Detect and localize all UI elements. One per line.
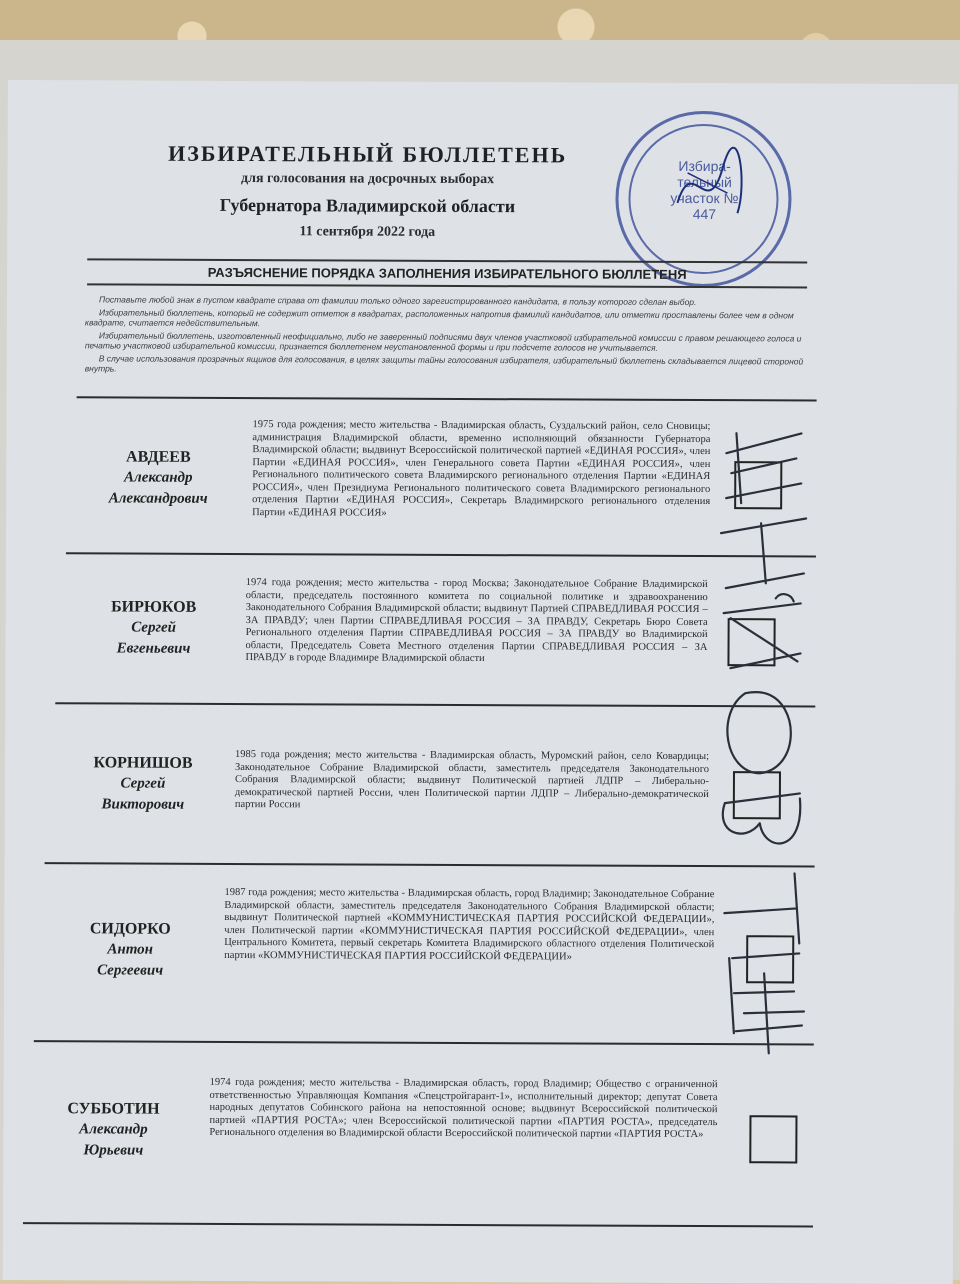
row-divider — [66, 552, 816, 557]
candidate-surname: СИДОРКО — [89, 920, 171, 938]
candidate-surname: АВДЕЕВ — [125, 448, 191, 466]
candidate-surname: СУББОТИН — [67, 1100, 160, 1118]
candidate-first-name: Сергей — [131, 619, 177, 636]
instructions-text — [85, 294, 807, 379]
candidate-first-name: Антон — [107, 941, 154, 958]
candidate-name — [63, 752, 223, 816]
candidate-name — [73, 596, 233, 660]
instruction-paragraph: Избирательный бюллетень, изготовленный неофициально, либо не заверенный подписями двух членов участковой избирательной комиссии с правом решающего голоса и печатью участковой избирательной комиссии, признается бюллетенем неустановленной формы и при подсчете голосов не учитывается. — [84, 329, 802, 353]
stamp-signature — [667, 143, 757, 233]
candidate-first-name: Александр — [79, 1121, 148, 1138]
candidate-patronymic: Юрьевич — [83, 1142, 144, 1159]
handwritten-inscription — [704, 413, 817, 1063]
candidate-bio: 1974 года рождения; место жительства - Владимирская область, город Владимир; Общество с ограниченной ответственностью Управляющая Компания «Спецстройгарант-1», исполнительный директор; депутат Совета народных депутатов Собинского района на непостоянной основе; выдвинут Всероссийской политической партией «ПАРТИЯ РОСТА»; член Всероссийской политической партии «ПАРТИЯ РОСТА», председатель Регионального отделения во Владимирской области Всероссийской политической партии «ПАРТИЯ РОСТА» — [209, 1076, 718, 1141]
candidate-bio: 1975 года рождения; место жительства - Владимирская область, Суздальский район, село Сновицы; администрация Владимирской области, временно исполняющий обязанности Губернатора Владимирской области; выдвинут Всероссийской политической партией «ЕДИНАЯ РОССИЯ», член Партии «ЕДИНАЯ РОССИЯ», член Генерального совета Партии «ЕДИНАЯ РОССИЯ», член Регионального политического совета Владимирского регионального отделения Партии «ЕДИНАЯ РОССИЯ», член Президиума Регионального политического совета Владимирского регионального отделения Партии «ЕДИНАЯ РОССИЯ», Секретарь Владимирского регионального отделения Партии «ЕДИНАЯ РОССИЯ» — [252, 419, 711, 519]
ballot-title: ИЗБИРАТЕЛЬНЫЙ БЮЛЛЕТЕНЬ — [168, 140, 568, 168]
ballot-header — [137, 141, 597, 242]
candidate-surname: КОРНИШОВ — [93, 754, 193, 772]
instruction-paragraph: Поставьте любой знак в пустом квадрате справа от фамилии только одного зарегистрированного кандидата, в пользу которого сделан выбор. — [99, 294, 697, 308]
ballot-office: Губернатора Владимирской области — [219, 194, 516, 217]
row-divider — [55, 702, 815, 707]
row-divider — [23, 1222, 813, 1227]
candidate-first-name: Сергей — [120, 775, 166, 792]
candidate-patronymic: Евгеньевич — [116, 640, 191, 657]
row-divider — [77, 396, 817, 401]
candidate-name — [50, 918, 210, 982]
instructions-heading: РАЗЪЯСНЕНИЕ ПОРЯДКА ЗАПОЛНЕНИЯ ИЗБИРАТЕЛЬНОГО БЮЛЛЕТЕНЯ — [87, 258, 807, 288]
candidate-surname: БИРЮКОВ — [111, 598, 197, 616]
ballot-paper — [3, 80, 958, 1284]
instruction-paragraph: Избирательный бюллетень, который не содержит отметок в квадратах, расположенных напротив фамилий кандидатов, или отметки проставлены более чем в одном квадрате, считается недействительным. — [84, 306, 794, 329]
row-divider — [45, 862, 815, 867]
instruction-paragraph: В случае использования прозрачных ящиков для голосования, в целях защиты тайны голосования избирателя, избирательный бюллетень складывается лицевой стороной внутрь. — [84, 352, 804, 374]
ballot-subtitle: для голосования на досрочных выборах — [240, 171, 495, 188]
candidate-bio: 1974 года рождения; место жительства - город Москва; Законодательное Собрание Владимирской области, председатель постоянного комитета по социальной политике и здравоохранению Законодательного Собрания Владимирской области; выдвинут Партией СПРАВЕДЛИВАЯ РОССИЯ – ЗА ПРАВДУ; член Партии СПРАВЕДЛИВАЯ РОССИЯ – ЗА ПРАВДУ, Секретарь Бюро Совета Регионального отделения Партии СПРАВЕДЛИВАЯ РОССИЯ – ЗА ПРАВДУ во Владимирской области, Председатель Совета Местного отделения Партии СПРАВЕДЛИВАЯ РОССИЯ – ЗА ПРАВДУ в городе Владимире Владимирской области — [245, 577, 708, 665]
row-divider — [34, 1040, 814, 1045]
ballot-date: 11 сентября 2022 года — [299, 224, 436, 240]
candidate-patronymic: Александрович — [108, 490, 208, 507]
candidate-patronymic: Викторович — [101, 796, 185, 813]
candidate-bio: 1987 года рождения; место жительства - Владимирская область, город Владимир; Законодательное Собрание Владимирской области, заместитель председателя Законодательного Собрания Владимирской области; выдвинут Политической партией «КОММУНИСТИЧЕСКАЯ ПАРТИЯ РОССИЙСКОЙ ФЕДЕРАЦИИ», член Политической партии «КОММУНИСТИЧЕСКАЯ ПАРТИЯ РОССИЙСКОЙ ФЕДЕРАЦИИ», член Центрального Комитета, первый секретарь Комитета Владимирского областного отделения Политической партии «КОММУНИСТИЧЕСКАЯ ПАРТИЯ РОССИЙСКОЙ ФЕДЕРАЦИИ» — [224, 886, 715, 962]
candidate-first-name: Александр — [124, 469, 193, 486]
stamp-inner-text: Избира- тельный участок № 447 — [670, 157, 739, 223]
vote-checkbox[interactable] — [749, 1115, 797, 1163]
candidate-name — [78, 446, 238, 510]
candidate-name — [33, 1098, 193, 1162]
candidate-patronymic: Сергеевич — [97, 962, 164, 979]
candidate-bio: 1985 года рождения; место жительства - Владимирская область, Муромский район, село Ковардицы; Законодательное Собрание Владимирской области, заместитель председателя Законодательного Собрания Владимирской области; выдвинут Политической партией ЛДПР – Либерально-демократической партией России, член Политической партии ЛДПР – Либерально-демократической партии России — [234, 748, 710, 811]
